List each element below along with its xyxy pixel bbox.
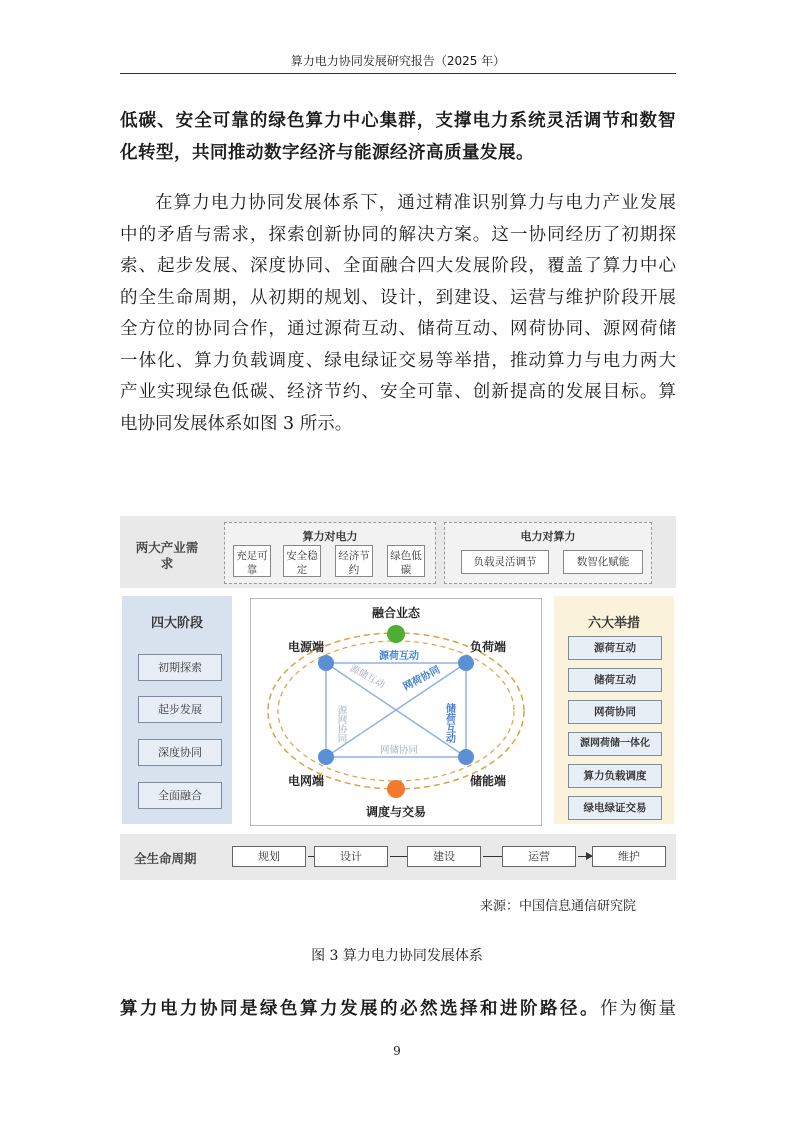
- lifecycle-item: 运营: [502, 846, 576, 867]
- stages-title: 四大阶段: [150, 616, 203, 631]
- demand-item: 负载灵活调节: [461, 550, 549, 574]
- paragraph-line: 全方位的协同合作，通过源荷互动、储荷互动、网荷协同、源网荷储: [120, 319, 676, 339]
- dashed-ellipse: [278, 641, 514, 781]
- dispatch-node-icon: [387, 780, 405, 798]
- header-rule: [120, 73, 676, 74]
- link-label: 网荷协同: [401, 664, 443, 694]
- lifecycle-item: 设计: [314, 846, 388, 867]
- paragraph-line: 一体化、算力负载调度、绿电绿证交易等举措，推动算力与电力两大: [120, 350, 676, 371]
- measure-item: 储荷互动: [568, 668, 662, 692]
- paragraph-1: [120, 106, 676, 169]
- demand-item: 充足可靠: [233, 545, 271, 577]
- stage-item: 初期探索: [138, 654, 222, 681]
- fusion-label: 融合业态: [371, 606, 421, 620]
- lifecycle-item: 维护: [592, 846, 666, 867]
- measure-item: 源网荷储一体化: [568, 732, 662, 756]
- page-number: 9: [393, 1044, 401, 1058]
- paragraph-line: 的全生命周期，从初期的规划、设计，到建设、运营与维护阶段开展: [120, 287, 676, 308]
- demand-item: 数智化赋能: [563, 550, 643, 574]
- demand-item: 经济节约: [335, 545, 373, 577]
- figure-3: [120, 516, 676, 880]
- paragraph-line: 化转型，共同推动数字经济与能源经济高质量发展。: [120, 142, 534, 163]
- paragraph-3-bold: 算力电力协同是绿色算力发展的必然选择和进阶路径。: [120, 999, 600, 1019]
- storage-node-icon: [458, 749, 474, 765]
- source-node-icon: [318, 655, 334, 671]
- stage-item: 起步发展: [138, 696, 222, 723]
- demand-band: [120, 516, 676, 588]
- measure-item: 网荷协同: [568, 700, 662, 724]
- demand-label: 两大产业需求: [135, 540, 199, 571]
- storage-node-label: 储能端: [469, 774, 507, 788]
- paragraph-3-text: 作为衡量: [600, 999, 676, 1019]
- compute-to-power-group: [224, 522, 436, 584]
- paragraph-line: 产业实现绿色低碳、经济节约、安全可靠、创新提高的发展目标。算: [120, 382, 676, 402]
- stages-panel: [122, 596, 232, 824]
- demand-item: 安全稳定: [283, 545, 321, 577]
- paragraph-3: [120, 994, 676, 1026]
- figure-caption: 图 3 算力电力协同发展体系: [311, 948, 483, 964]
- link-label: 源网协同: [335, 705, 347, 743]
- synergy-diagram-svg: [251, 599, 541, 825]
- link-label: 储荷互动: [443, 703, 455, 743]
- stage-item: 深度协同: [138, 739, 222, 766]
- stage-item: 全面融合: [138, 782, 222, 809]
- paragraph-line: 中的矛盾与需求，探索创新协同的解决方案。这一协同经历了初期探: [120, 224, 676, 245]
- paragraph-line: 电协同发展体系如图 3 所示。: [120, 413, 353, 434]
- load-node-icon: [458, 655, 474, 671]
- figure-source: 来源：中国信息通信研究院: [480, 899, 637, 914]
- source-node-label: 电源端: [287, 640, 325, 654]
- power-to-compute-group: [444, 522, 652, 584]
- grid-node-icon: [318, 749, 334, 765]
- lifecycle-band: [120, 834, 676, 880]
- page-header: 算力电力协同发展研究报告（2025 年）: [290, 54, 506, 68]
- measures-panel: [554, 596, 674, 824]
- paragraph-line: 低碳、安全可靠的绿色算力中心集群，支撑电力系统灵活调节和数智: [120, 111, 676, 131]
- fusion-node-icon: [387, 625, 405, 643]
- demand-item: 绿色低碳: [387, 545, 425, 577]
- load-node-label: 负荷端: [469, 640, 507, 654]
- link-label: 源荷互动: [379, 651, 419, 662]
- link-label: 源储互动: [347, 663, 387, 691]
- link-label: 网储协同: [379, 745, 419, 756]
- paragraph-2: [120, 188, 676, 440]
- lifecycle-item: 规划: [232, 846, 306, 867]
- arrow-icon: [578, 856, 592, 857]
- grid-node-label: 电网端: [287, 774, 325, 788]
- measure-item: 源荷互动: [568, 636, 662, 660]
- compute-to-power-title: 算力对电力: [302, 530, 358, 543]
- lifecycle-label: 全生命周期: [134, 851, 197, 866]
- measure-item: 绿电绿证交易: [568, 796, 662, 820]
- dispatch-label: 调度与交易: [365, 805, 427, 819]
- paragraph-line: 索、起步发展、深度协同、全面融合四大发展阶段，覆盖了算力中心: [120, 256, 676, 276]
- synergy-diagram: [250, 598, 542, 826]
- measure-item: 算力负载调度: [568, 764, 662, 788]
- lifecycle-item: 建设: [407, 846, 481, 867]
- paragraph-line: 在算力电力协同发展体系下，通过精准识别算力与电力产业发展: [155, 193, 676, 213]
- measures-title: 六大举措: [587, 616, 640, 631]
- power-to-compute-title: 电力对算力: [520, 530, 576, 543]
